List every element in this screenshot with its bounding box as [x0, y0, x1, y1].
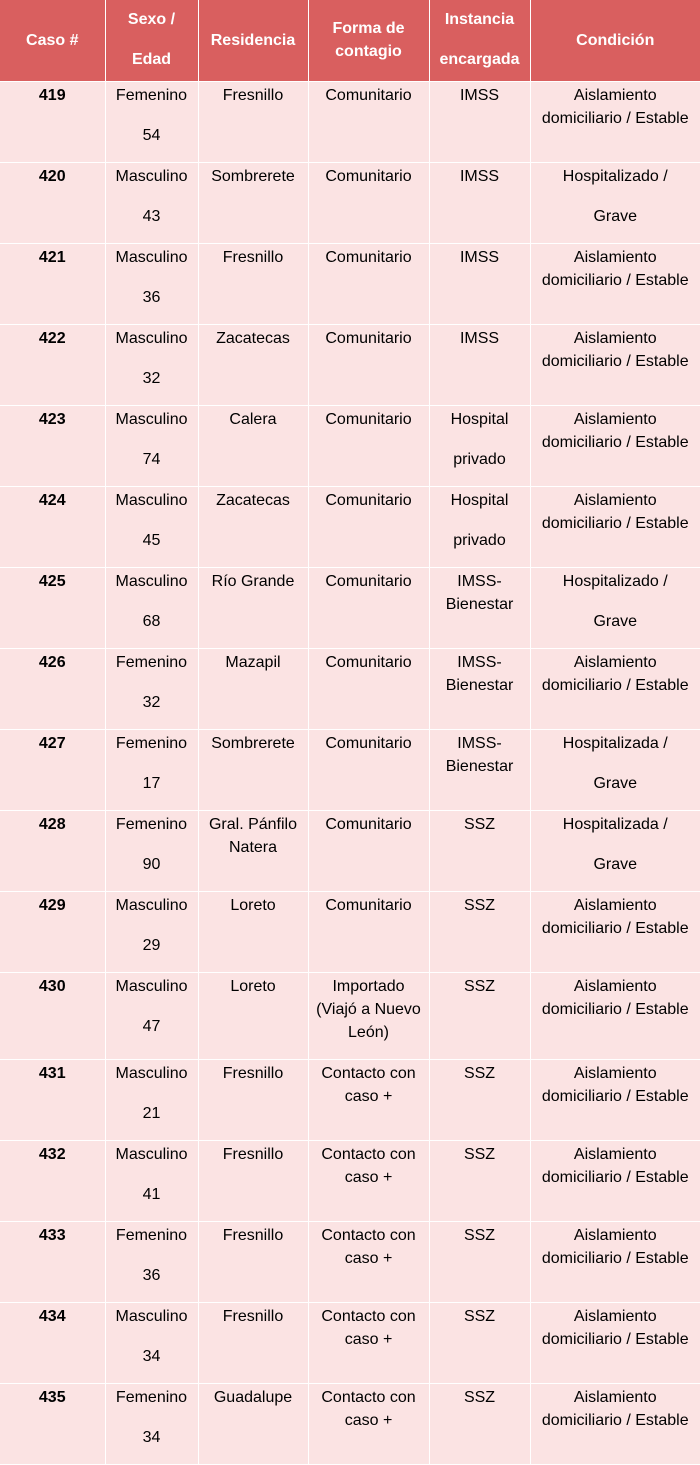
sex-age-cell [105, 486, 198, 567]
table-row [0, 1383, 700, 1464]
condition-cell: Aislamiento domiciliario / Estable [530, 486, 700, 567]
case-number: 422 [0, 324, 105, 405]
sex-age-cell [105, 891, 198, 972]
condition-cell: Aislamiento domiciliario / Estable [530, 1059, 700, 1140]
sex-age-cell [105, 729, 198, 810]
contagion-cell: Comunitario [308, 567, 429, 648]
residence-cell: Río Grande [198, 567, 308, 648]
sex-age-cell-line-1: Masculino [115, 410, 188, 428]
header-row [0, 0, 700, 81]
sex-age-cell-line-1: Masculino [115, 1145, 188, 1163]
contagion-cell: Comunitario [308, 405, 429, 486]
residence-cell: Calera [198, 405, 308, 486]
sex-age-cell-line-2: 74 [142, 450, 161, 468]
table-row [0, 567, 700, 648]
residence-cell: Zacatecas [198, 486, 308, 567]
sex-age-cell-line-1: Masculino [115, 1064, 188, 1082]
case-number: 434 [0, 1302, 105, 1383]
contagion-cell: Contacto con caso + [308, 1059, 429, 1140]
condition-cell-line-2: Grave [593, 612, 638, 630]
sex-age-cell-line-1: Masculino [115, 329, 188, 347]
residence-cell: Loreto [198, 891, 308, 972]
condition-cell: Aislamiento domiciliario / Estable [530, 972, 700, 1059]
instance-cell: SSZ [429, 1059, 530, 1140]
residence-cell: Sombrerete [198, 729, 308, 810]
table-row [0, 1059, 700, 1140]
contagion-cell: Contacto con caso + [308, 1383, 429, 1464]
sex-age-cell-line-1: Masculino [115, 167, 188, 185]
residence-cell: Loreto [198, 972, 308, 1059]
sex-age-cell-line-1: Femenino [115, 86, 188, 104]
header-residence: Residencia [198, 0, 308, 81]
contagion-cell: Comunitario [308, 162, 429, 243]
contagion-cell: Comunitario [308, 810, 429, 891]
instance-cell-line-2: privado [453, 450, 506, 468]
residence-cell: Guadalupe [198, 1383, 308, 1464]
table-row [0, 972, 700, 1059]
table-row [0, 1302, 700, 1383]
sex-age-cell [105, 162, 198, 243]
case-number: 424 [0, 486, 105, 567]
table-body [0, 81, 700, 1464]
residence-cell: Gral. Pánfilo Natera [198, 810, 308, 891]
condition-cell: Aislamiento domiciliario / Estable [530, 891, 700, 972]
case-number: 433 [0, 1221, 105, 1302]
instance-cell: IMSS [429, 324, 530, 405]
sex-age-cell-line-1: Masculino [115, 977, 188, 995]
contagion-cell: Contacto con caso + [308, 1221, 429, 1302]
instance-cell: IMSS-Bienestar [429, 648, 530, 729]
sex-age-cell-line-2: 32 [142, 369, 161, 387]
table-row [0, 810, 700, 891]
condition-cell: Aislamiento domiciliario / Estable [530, 1140, 700, 1221]
instance-cell: IMSS [429, 162, 530, 243]
instance-cell: IMSS [429, 243, 530, 324]
sex-age-cell-line-1: Femenino [115, 1226, 188, 1244]
sex-age-cell [105, 648, 198, 729]
residence-cell: Zacatecas [198, 324, 308, 405]
condition-cell [530, 729, 700, 810]
sex-age-cell-line-1: Masculino [115, 896, 188, 914]
condition-cell [530, 162, 700, 243]
sex-age-cell-line-1: Masculino [115, 1307, 188, 1325]
condition-cell-line-1: Hospitalizado / [562, 572, 668, 590]
sex-age-cell [105, 567, 198, 648]
instance-cell: SSZ [429, 1221, 530, 1302]
table-header [0, 0, 700, 81]
case-number: 421 [0, 243, 105, 324]
sex-age-cell [105, 810, 198, 891]
sex-age-cell-line-1: Masculino [115, 248, 188, 266]
condition-cell-line-2: Grave [593, 207, 638, 225]
case-number: 426 [0, 648, 105, 729]
sex-age-cell-line-2: 41 [142, 1185, 161, 1203]
table-row [0, 486, 700, 567]
instance-cell: IMSS [429, 81, 530, 162]
sex-age-cell-line-2: 54 [142, 126, 161, 144]
case-number: 429 [0, 891, 105, 972]
sex-age-cell-line-2: 17 [142, 774, 161, 792]
contagion-cell: Contacto con caso + [308, 1140, 429, 1221]
condition-cell: Aislamiento domiciliario / Estable [530, 405, 700, 486]
table-row [0, 162, 700, 243]
sex-age-cell [105, 81, 198, 162]
residence-cell: Fresnillo [198, 1302, 308, 1383]
instance-cell-line-2: privado [453, 531, 506, 549]
sex-age-cell [105, 1140, 198, 1221]
contagion-cell: Comunitario [308, 243, 429, 324]
table-row [0, 1221, 700, 1302]
contagion-cell: Comunitario [308, 486, 429, 567]
instance-cell-line-1: Hospital [450, 410, 509, 428]
table-row [0, 1140, 700, 1221]
sex-age-cell-line-2: 34 [142, 1347, 161, 1365]
case-number: 425 [0, 567, 105, 648]
instance-cell-line-1: Hospital [450, 491, 509, 509]
condition-cell: Aislamiento domiciliario / Estable [530, 648, 700, 729]
instance-cell [429, 405, 530, 486]
sex-age-cell-line-1: Femenino [115, 815, 188, 833]
contagion-cell: Comunitario [308, 891, 429, 972]
sex-age-cell-line-1: Masculino [115, 491, 188, 509]
table-row [0, 891, 700, 972]
residence-cell: Fresnillo [198, 1059, 308, 1140]
instance-cell [429, 486, 530, 567]
contagion-cell: Comunitario [308, 648, 429, 729]
table-row [0, 729, 700, 810]
residence-cell: Fresnillo [198, 1140, 308, 1221]
condition-cell-line-1: Hospitalizado / [562, 167, 668, 185]
contagion-cell: Comunitario [308, 729, 429, 810]
contagion-cell: Comunitario [308, 324, 429, 405]
sex-age-cell-line-2: 68 [142, 612, 161, 630]
sex-age-cell-line-2: 36 [142, 288, 161, 306]
case-number: 419 [0, 81, 105, 162]
instance-cell: SSZ [429, 1140, 530, 1221]
case-number: 427 [0, 729, 105, 810]
header-instance: Instancia encargada [429, 0, 530, 81]
case-number: 435 [0, 1383, 105, 1464]
sex-age-cell-line-1: Femenino [115, 734, 188, 752]
sex-age-cell-line-2: 90 [142, 855, 161, 873]
case-number: 431 [0, 1059, 105, 1140]
case-number: 432 [0, 1140, 105, 1221]
table-row [0, 324, 700, 405]
residence-cell: Fresnillo [198, 81, 308, 162]
condition-cell-line-1: Hospitalizada / [562, 815, 668, 833]
residence-cell: Fresnillo [198, 243, 308, 324]
condition-cell [530, 567, 700, 648]
instance-cell: SSZ [429, 972, 530, 1059]
sex-age-cell-line-2: 21 [142, 1104, 161, 1122]
sex-age-cell-line-2: 45 [142, 531, 161, 549]
sex-age-cell [105, 324, 198, 405]
contagion-cell: Importado (Viajó a Nuevo León) [308, 972, 429, 1059]
contagion-cell: Comunitario [308, 81, 429, 162]
sex-age-cell-line-1: Masculino [115, 572, 188, 590]
sex-age-cell-line-1: Femenino [115, 653, 188, 671]
sex-age-cell [105, 1059, 198, 1140]
condition-cell: Aislamiento domiciliario / Estable [530, 81, 700, 162]
condition-cell [530, 810, 700, 891]
instance-cell: SSZ [429, 810, 530, 891]
sex-age-cell [105, 243, 198, 324]
condition-cell: Aislamiento domiciliario / Estable [530, 1302, 700, 1383]
sex-age-cell [105, 405, 198, 486]
header-contagion: Forma de contagio [308, 0, 429, 81]
table-row [0, 243, 700, 324]
table-row [0, 405, 700, 486]
case-number: 423 [0, 405, 105, 486]
case-number: 428 [0, 810, 105, 891]
residence-cell: Sombrerete [198, 162, 308, 243]
contagion-cell: Contacto con caso + [308, 1302, 429, 1383]
instance-cell: SSZ [429, 1383, 530, 1464]
residence-cell: Mazapil [198, 648, 308, 729]
sex-age-cell-line-2: 47 [142, 1017, 161, 1035]
condition-cell-line-2: Grave [593, 855, 638, 873]
instance-cell: IMSS-Bienestar [429, 729, 530, 810]
header-case: Caso # [0, 0, 105, 81]
sex-age-cell-line-2: 32 [142, 693, 161, 711]
sex-age-cell-line-2: 29 [142, 936, 161, 954]
sex-age-cell [105, 1302, 198, 1383]
sex-age-cell-line-2: 36 [142, 1266, 161, 1284]
condition-cell: Aislamiento domiciliario / Estable [530, 243, 700, 324]
sex-age-cell-line-1: Femenino [115, 1388, 188, 1406]
case-number: 430 [0, 972, 105, 1059]
sex-age-cell-line-2: 43 [142, 207, 161, 225]
instance-cell: IMSS-Bienestar [429, 567, 530, 648]
residence-cell: Fresnillo [198, 1221, 308, 1302]
condition-cell: Aislamiento domiciliario / Estable [530, 1383, 700, 1464]
sex-age-cell-line-2: 34 [142, 1428, 161, 1446]
condition-cell-line-2: Grave [593, 774, 638, 792]
table-row [0, 81, 700, 162]
condition-cell-line-1: Hospitalizada / [562, 734, 668, 752]
case-number: 420 [0, 162, 105, 243]
condition-cell: Aislamiento domiciliario / Estable [530, 324, 700, 405]
header-sex-age: Sexo / Edad [105, 0, 198, 81]
table-row [0, 648, 700, 729]
sex-age-cell [105, 972, 198, 1059]
header-condition: Condición [530, 0, 700, 81]
sex-age-cell [105, 1383, 198, 1464]
instance-cell: SSZ [429, 891, 530, 972]
sex-age-cell [105, 1221, 198, 1302]
condition-cell: Aislamiento domiciliario / Estable [530, 1221, 700, 1302]
instance-cell: SSZ [429, 1302, 530, 1383]
